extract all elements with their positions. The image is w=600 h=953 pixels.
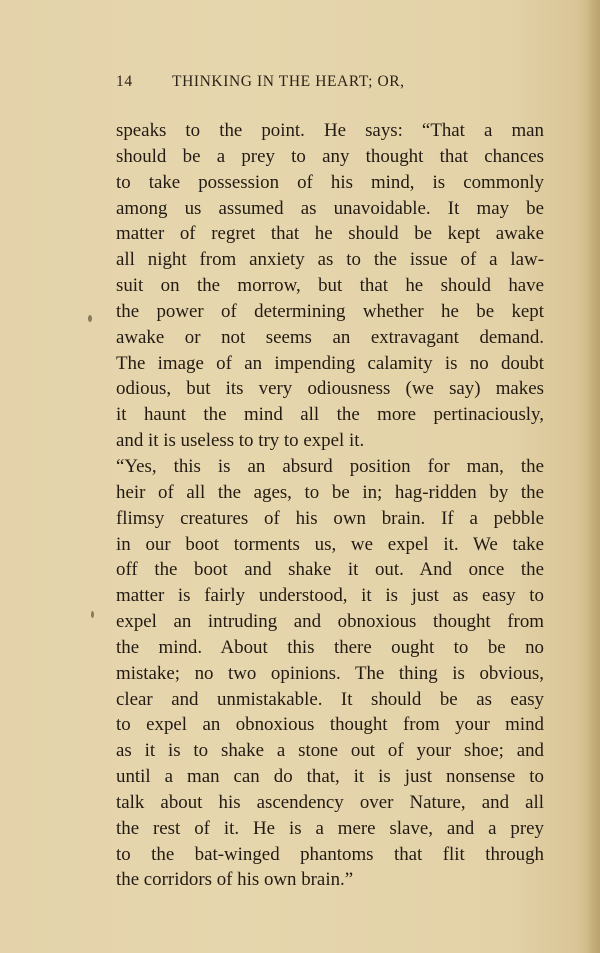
text-line: as it is to shake a stone out of your shoe; and xyxy=(116,740,544,762)
text-line: flimsy creatures of his own brain. If a pebble xyxy=(116,507,544,529)
text-line: the power of determining whether he be kept xyxy=(116,300,544,322)
text-line: the rest of it. He is a mere slave, and a prey xyxy=(116,817,544,839)
text-line: The image of an impending calamity is no doubt xyxy=(116,352,544,374)
text-line: speaks to the point. He says: “That a man xyxy=(116,120,544,141)
ink-speck xyxy=(91,611,94,618)
text-line: matter is fairly understood, it is just as easy to xyxy=(116,585,544,607)
text-line: off the boot and shake it out. And once the xyxy=(116,559,544,581)
text-line: expel an intruding and obnoxious thought from xyxy=(116,611,544,633)
body-text xyxy=(116,118,544,893)
text-line: the mind. About this there ought to be no xyxy=(116,636,544,658)
text-line: “Yes, this is an absurd position for man, the xyxy=(116,455,544,477)
ink-speck xyxy=(88,315,92,322)
text-line: in our boot torments us, we expel it. We take xyxy=(116,533,544,555)
text-line: matter of regret that he should be kept awake xyxy=(116,223,544,245)
text-line: awake or not seems an extravagant demand. xyxy=(116,326,544,348)
text-line: talk about his ascendency over Nature, and all xyxy=(116,791,544,813)
running-title: THINKING IN THE HEART; OR, xyxy=(172,73,405,90)
text-line: to expel an obnoxious thought from your mind xyxy=(116,714,544,736)
text-line: all night from anxiety as to the issue of a law- xyxy=(116,249,544,271)
page-edge-shadow xyxy=(586,0,600,953)
text-line: among us assumed as unavoidable. It may be xyxy=(116,197,544,219)
text-line: and it is useless to try to expel it. xyxy=(116,430,365,452)
text-line: it haunt the mind all the more pertinaciously, xyxy=(116,404,544,426)
text-line: clear and unmistakable. It should be as easy xyxy=(116,688,544,710)
text-line: heir of all the ages, to be in; hag-ridden by the xyxy=(116,481,544,503)
text-line: to take possession of his mind, is commonly xyxy=(116,171,544,193)
page-number: 14 xyxy=(116,73,133,90)
text-line: to the bat-winged phantoms that flit through xyxy=(116,843,544,865)
text-line: until a man can do that, it is just nonsense to xyxy=(116,766,544,788)
paragraph-1 xyxy=(116,118,544,454)
text-line: should be a prey to any thought that chances xyxy=(116,145,544,167)
text-line: suit on the morrow, but that he should have xyxy=(116,275,544,297)
text-line: odious, but its very odiousness (we say) makes xyxy=(116,378,544,400)
text-line: the corridors of his own brain.” xyxy=(116,869,354,891)
text-line: mistake; no two opinions. The thing is obvious, xyxy=(116,662,544,684)
paragraph-2 xyxy=(116,454,544,893)
